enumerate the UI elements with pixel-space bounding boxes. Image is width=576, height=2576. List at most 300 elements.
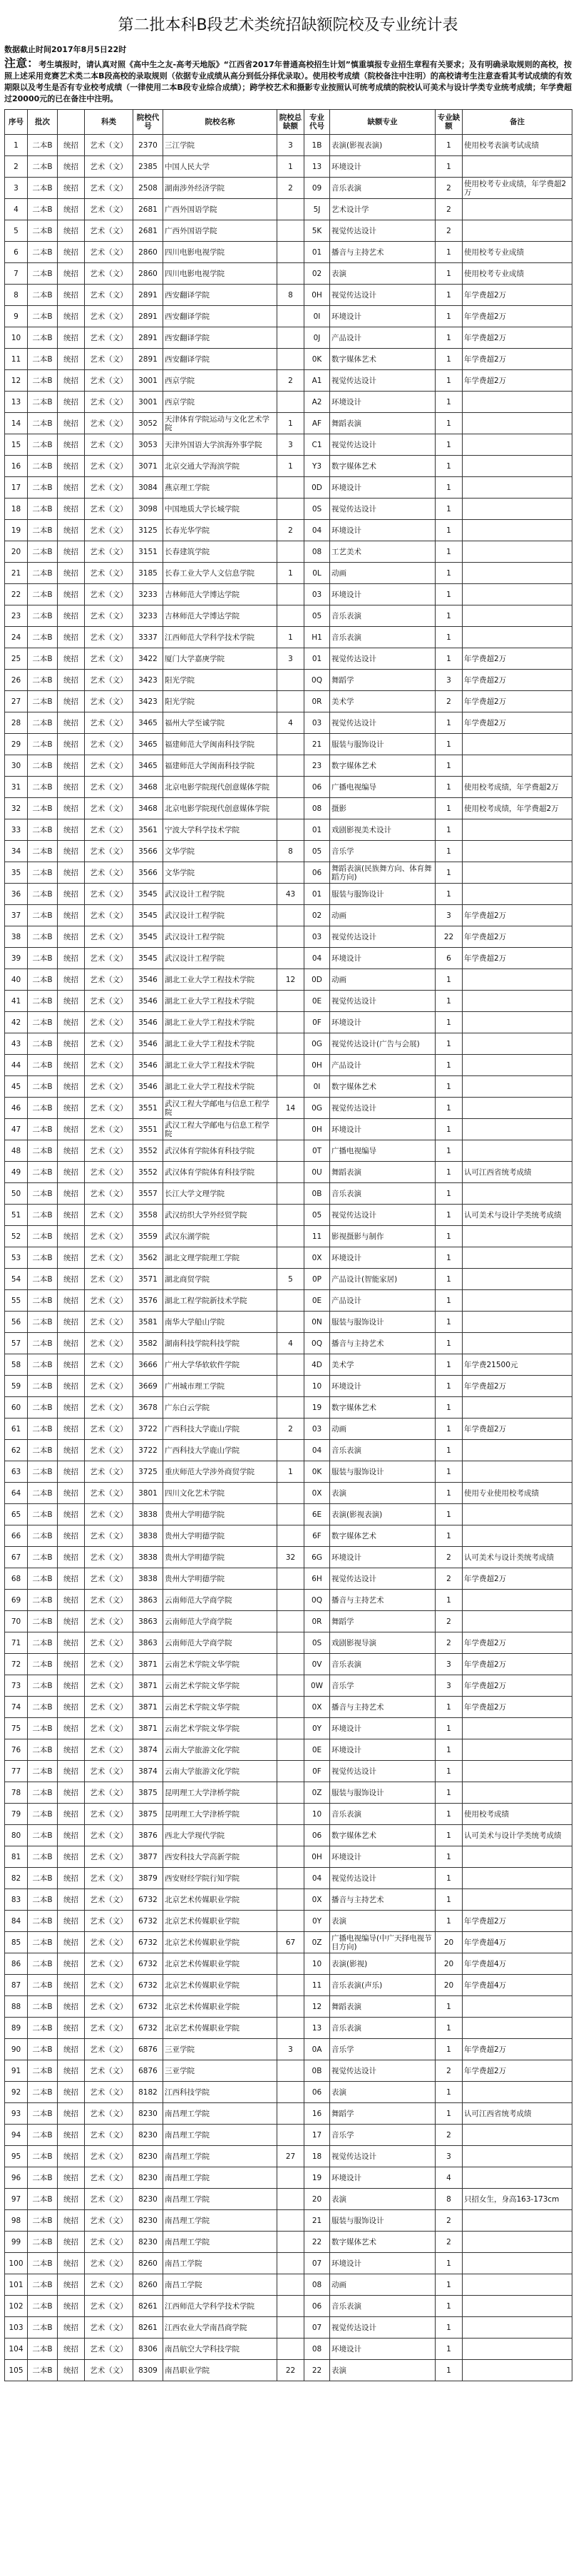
row-category: 艺术（文） bbox=[85, 1312, 133, 1333]
table-row bbox=[5, 1804, 572, 1825]
row-major-name: 音乐表演 bbox=[330, 1440, 436, 1461]
row-type: 统招 bbox=[58, 1247, 85, 1269]
row-major-code: 0T bbox=[304, 1140, 330, 1162]
row-school-code: 6732 bbox=[133, 1975, 163, 1996]
table-row bbox=[5, 327, 572, 349]
row-remark: 年学费超2万 bbox=[463, 1654, 572, 1675]
row-school-vacancy: 2 bbox=[277, 1419, 304, 1440]
row-school-name: 江西科技学院 bbox=[163, 2082, 277, 2103]
row-major-code: 0X bbox=[304, 1697, 330, 1718]
table-row bbox=[5, 2060, 572, 2082]
row-type: 统招 bbox=[58, 841, 85, 862]
row-major-name: 视觉传达设计 bbox=[330, 370, 436, 392]
row-school-name: 西安财经学院行知学院 bbox=[163, 1868, 277, 1889]
row-remark bbox=[463, 2339, 572, 2360]
row-index: 39 bbox=[5, 948, 28, 969]
row-type: 统招 bbox=[58, 734, 85, 755]
row-school-name: 湖北文理学院理工学院 bbox=[163, 1247, 277, 1269]
row-category: 艺术（文） bbox=[85, 670, 133, 691]
row-major-vacancy: 1 bbox=[436, 1376, 463, 1397]
row-school-vacancy bbox=[277, 1033, 304, 1055]
row-category: 艺术（文） bbox=[85, 499, 133, 520]
row-school-code: 3576 bbox=[133, 1290, 163, 1312]
row-major-code: 0D bbox=[304, 477, 330, 499]
row-index: 20 bbox=[5, 541, 28, 563]
row-school-name: 南昌理工学院 bbox=[163, 2103, 277, 2125]
row-school-code: 3545 bbox=[133, 905, 163, 926]
row-school-code: 3546 bbox=[133, 969, 163, 991]
row-category: 艺术（文） bbox=[85, 2167, 133, 2189]
table-row bbox=[5, 178, 572, 199]
row-school-code: 3465 bbox=[133, 755, 163, 777]
row-major-name: 音乐表演 bbox=[330, 1654, 436, 1675]
row-major-vacancy: 1 bbox=[436, 1739, 463, 1761]
row-type: 统招 bbox=[58, 1119, 85, 1140]
row-remark bbox=[463, 1333, 572, 1354]
row-type: 统招 bbox=[58, 712, 85, 734]
row-type: 统招 bbox=[58, 2082, 85, 2103]
row-major-name: 美术学 bbox=[330, 1354, 436, 1376]
row-type: 统招 bbox=[58, 605, 85, 627]
row-school-code: 6876 bbox=[133, 2039, 163, 2060]
row-batch: 二本B bbox=[28, 1868, 58, 1889]
row-batch: 二本B bbox=[28, 712, 58, 734]
row-major-vacancy: 1 bbox=[436, 2018, 463, 2039]
row-category: 艺术（文） bbox=[85, 1846, 133, 1868]
row-remark: 使用专业使用校考成绩 bbox=[463, 1483, 572, 1504]
row-remark bbox=[463, 755, 572, 777]
row-major-vacancy: 1 bbox=[436, 841, 463, 862]
row-school-code: 3875 bbox=[133, 1804, 163, 1825]
row-school-code: 8230 bbox=[133, 2189, 163, 2210]
row-major-name: 服装与服饰设计 bbox=[330, 884, 436, 905]
row-remark: 使用校考成绩，年学费超2万 bbox=[463, 798, 572, 819]
row-major-vacancy: 1 bbox=[436, 1761, 463, 1782]
row-major-vacancy: 1 bbox=[436, 1846, 463, 1868]
row-major-code: 07 bbox=[304, 2317, 330, 2339]
row-school-code: 3468 bbox=[133, 777, 163, 798]
row-remark bbox=[463, 1504, 572, 1525]
row-major-name: 舞蹈学 bbox=[330, 1611, 436, 1632]
row-school-name: 广州城市理工学院 bbox=[163, 1376, 277, 1397]
row-major-name: 视觉传达设计 bbox=[330, 285, 436, 306]
row-school-name: 江西师范大学科学技术学院 bbox=[163, 2296, 277, 2317]
row-type: 统招 bbox=[58, 1739, 85, 1761]
row-major-code: 0R bbox=[304, 691, 330, 712]
row-batch: 二本B bbox=[28, 413, 58, 434]
row-category: 艺术（文） bbox=[85, 2210, 133, 2232]
row-major-code: 06 bbox=[304, 862, 330, 884]
row-school-vacancy: 2 bbox=[277, 520, 304, 541]
table-row bbox=[5, 2210, 572, 2232]
row-index: 58 bbox=[5, 1354, 28, 1376]
row-school-code: 3838 bbox=[133, 1547, 163, 1568]
row-school-code: 3871 bbox=[133, 1654, 163, 1675]
row-index: 24 bbox=[5, 627, 28, 648]
row-major-vacancy: 1 bbox=[436, 1033, 463, 1055]
row-index: 16 bbox=[5, 456, 28, 477]
row-major-code: 03 bbox=[304, 712, 330, 734]
row-remark bbox=[463, 1739, 572, 1761]
row-type: 统招 bbox=[58, 1333, 85, 1354]
row-school-name: 燕京理工学院 bbox=[163, 477, 277, 499]
row-school-code: 2385 bbox=[133, 156, 163, 178]
row-remark: 使用校考专业成绩 bbox=[463, 242, 572, 263]
row-remark bbox=[463, 1846, 572, 1868]
table-row bbox=[5, 926, 572, 948]
table-row bbox=[5, 627, 572, 648]
row-major-name: 环境设计 bbox=[330, 156, 436, 178]
row-major-code: 16 bbox=[304, 2103, 330, 2125]
row-school-name: 昆明理工大学津桥学院 bbox=[163, 1804, 277, 1825]
row-school-code: 3552 bbox=[133, 1140, 163, 1162]
row-major-code: 0K bbox=[304, 349, 330, 370]
row-type: 统招 bbox=[58, 991, 85, 1012]
row-school-vacancy bbox=[277, 1868, 304, 1889]
row-major-code: 0H bbox=[304, 285, 330, 306]
row-category: 艺术（文） bbox=[85, 434, 133, 456]
row-major-vacancy: 2 bbox=[436, 1547, 463, 1568]
row-batch: 二本B bbox=[28, 948, 58, 969]
row-type: 统招 bbox=[58, 926, 85, 948]
row-school-code: 8230 bbox=[133, 2103, 163, 2125]
row-remark bbox=[463, 2253, 572, 2274]
row-school-vacancy bbox=[277, 926, 304, 948]
row-category: 艺术（文） bbox=[85, 2296, 133, 2317]
row-school-name: 贵州大学明德学院 bbox=[163, 1547, 277, 1568]
row-remark bbox=[463, 520, 572, 541]
row-school-name: 三亚学院 bbox=[163, 2060, 277, 2082]
col-header: 备注 bbox=[463, 110, 572, 135]
row-major-vacancy: 1 bbox=[436, 413, 463, 434]
row-index: 79 bbox=[5, 1804, 28, 1825]
row-school-name: 贵州大学明德学院 bbox=[163, 1568, 277, 1590]
row-category: 艺术（文） bbox=[85, 285, 133, 306]
row-major-vacancy: 1 bbox=[436, 1012, 463, 1033]
row-school-code: 8230 bbox=[133, 2232, 163, 2253]
row-batch: 二本B bbox=[28, 2167, 58, 2189]
row-category: 艺术（文） bbox=[85, 2018, 133, 2039]
table-row bbox=[5, 2125, 572, 2146]
row-type: 统招 bbox=[58, 2232, 85, 2253]
row-school-code: 3559 bbox=[133, 1226, 163, 1247]
row-remark bbox=[463, 991, 572, 1012]
row-major-code: 18 bbox=[304, 2146, 330, 2167]
row-major-name: 视觉传达设计 bbox=[330, 2146, 436, 2167]
row-major-vacancy: 1 bbox=[436, 969, 463, 991]
row-category: 艺术（文） bbox=[85, 1868, 133, 1889]
row-school-vacancy bbox=[277, 242, 304, 263]
row-school-vacancy bbox=[277, 1761, 304, 1782]
row-major-name: 环境设计 bbox=[330, 1247, 436, 1269]
row-school-code: 3874 bbox=[133, 1739, 163, 1761]
row-school-name: 云南艺术学院文华学院 bbox=[163, 1654, 277, 1675]
row-category: 艺术（文） bbox=[85, 1247, 133, 1269]
table-row bbox=[5, 1076, 572, 1098]
row-batch: 二本B bbox=[28, 1996, 58, 2018]
row-batch: 二本B bbox=[28, 135, 58, 156]
row-school-code: 3582 bbox=[133, 1333, 163, 1354]
row-batch: 二本B bbox=[28, 2103, 58, 2125]
row-index: 101 bbox=[5, 2274, 28, 2296]
row-batch: 二本B bbox=[28, 1632, 58, 1654]
row-remark: 年学费超2万 bbox=[463, 1911, 572, 1932]
row-major-code: Y3 bbox=[304, 456, 330, 477]
row-batch: 二本B bbox=[28, 1761, 58, 1782]
row-major-code: 0I bbox=[304, 1076, 330, 1098]
row-index: 9 bbox=[5, 306, 28, 327]
row-major-code: A2 bbox=[304, 392, 330, 413]
row-type: 统招 bbox=[58, 370, 85, 392]
row-remark bbox=[463, 1269, 572, 1290]
table-row bbox=[5, 1868, 572, 1889]
row-school-code: 3084 bbox=[133, 477, 163, 499]
row-major-code: 19 bbox=[304, 1397, 330, 1419]
row-category: 艺术（文） bbox=[85, 991, 133, 1012]
row-major-name: 艺术设计学 bbox=[330, 199, 436, 220]
row-index: 92 bbox=[5, 2082, 28, 2103]
row-major-name: 音乐表演 bbox=[330, 1183, 436, 1205]
row-major-name: 环境设计 bbox=[330, 392, 436, 413]
table-row bbox=[5, 841, 572, 862]
row-major-vacancy: 1 bbox=[436, 1996, 463, 2018]
row-type: 统招 bbox=[58, 2253, 85, 2274]
table-row bbox=[5, 991, 572, 1012]
row-school-code: 8230 bbox=[133, 2146, 163, 2167]
row-major-vacancy: 1 bbox=[436, 1825, 463, 1846]
row-type: 统招 bbox=[58, 349, 85, 370]
row-category: 艺术（文） bbox=[85, 1226, 133, 1247]
row-school-vacancy bbox=[277, 220, 304, 242]
row-category: 艺术（文） bbox=[85, 1932, 133, 1953]
row-major-code: C1 bbox=[304, 434, 330, 456]
row-major-code: 12 bbox=[304, 1996, 330, 2018]
row-major-code: 20 bbox=[304, 2189, 330, 2210]
row-batch: 二本B bbox=[28, 1055, 58, 1076]
row-index: 86 bbox=[5, 1953, 28, 1975]
row-remark bbox=[463, 1397, 572, 1419]
row-type: 统招 bbox=[58, 1611, 85, 1632]
row-index: 21 bbox=[5, 563, 28, 584]
row-school-name: 武汉设计工程学院 bbox=[163, 948, 277, 969]
table-row bbox=[5, 1911, 572, 1932]
col-header: 院校名称 bbox=[163, 110, 277, 135]
row-school-code: 2681 bbox=[133, 199, 163, 220]
row-remark bbox=[463, 1247, 572, 1269]
row-school-vacancy bbox=[277, 2189, 304, 2210]
row-index: 97 bbox=[5, 2189, 28, 2210]
row-school-name: 西京学院 bbox=[163, 392, 277, 413]
row-category: 艺术（文） bbox=[85, 1290, 133, 1312]
row-school-code: 3875 bbox=[133, 1782, 163, 1804]
row-batch: 二本B bbox=[28, 2189, 58, 2210]
row-school-vacancy bbox=[277, 1675, 304, 1697]
row-category: 艺术（文） bbox=[85, 712, 133, 734]
table-row bbox=[5, 2232, 572, 2253]
row-batch: 二本B bbox=[28, 220, 58, 242]
row-school-name: 福州大学至诚学院 bbox=[163, 712, 277, 734]
table-row bbox=[5, 1761, 572, 1782]
row-index: 23 bbox=[5, 605, 28, 627]
row-school-code: 8230 bbox=[133, 2167, 163, 2189]
row-school-vacancy: 22 bbox=[277, 2360, 304, 2381]
table-row bbox=[5, 1590, 572, 1611]
row-major-code: 05 bbox=[304, 841, 330, 862]
row-index: 91 bbox=[5, 2060, 28, 2082]
row-index: 82 bbox=[5, 1868, 28, 1889]
row-school-code: 6732 bbox=[133, 1953, 163, 1975]
row-school-name: 湖北商贸学院 bbox=[163, 1269, 277, 1290]
row-school-code: 6732 bbox=[133, 1889, 163, 1911]
row-index: 67 bbox=[5, 1547, 28, 1568]
row-major-name: 环境设计 bbox=[330, 2339, 436, 2360]
row-remark bbox=[463, 1590, 572, 1611]
row-category: 艺术（文） bbox=[85, 2360, 133, 2381]
row-major-code: 0D bbox=[304, 969, 330, 991]
row-school-vacancy bbox=[277, 734, 304, 755]
row-batch: 二本B bbox=[28, 884, 58, 905]
row-category: 艺术（文） bbox=[85, 456, 133, 477]
row-index: 60 bbox=[5, 1397, 28, 1419]
row-major-code: 0X bbox=[304, 1483, 330, 1504]
row-index: 13 bbox=[5, 392, 28, 413]
row-school-name: 西安科技大学高新学院 bbox=[163, 1846, 277, 1868]
row-type: 统招 bbox=[58, 1718, 85, 1739]
row-remark bbox=[463, 456, 572, 477]
row-remark bbox=[463, 1996, 572, 2018]
row-type: 统招 bbox=[58, 1290, 85, 1312]
row-school-code: 3546 bbox=[133, 991, 163, 1012]
row-type: 统招 bbox=[58, 2167, 85, 2189]
row-index: 105 bbox=[5, 2360, 28, 2381]
row-type: 统招 bbox=[58, 1140, 85, 1162]
row-major-code: 04 bbox=[304, 1440, 330, 1461]
row-batch: 二本B bbox=[28, 605, 58, 627]
row-category: 艺术（文） bbox=[85, 1697, 133, 1718]
row-major-code: H1 bbox=[304, 627, 330, 648]
row-major-code: 0V bbox=[304, 1654, 330, 1675]
table-row bbox=[5, 584, 572, 605]
row-major-code: 6F bbox=[304, 1525, 330, 1547]
row-school-name: 湖北工程学院新技术学院 bbox=[163, 1290, 277, 1312]
row-index: 95 bbox=[5, 2146, 28, 2167]
row-category: 艺术（文） bbox=[85, 2103, 133, 2125]
row-index: 38 bbox=[5, 926, 28, 948]
row-major-code: 0E bbox=[304, 1739, 330, 1761]
row-remark: 年学费超2万 bbox=[463, 285, 572, 306]
row-school-vacancy bbox=[277, 1205, 304, 1226]
row-major-vacancy: 1 bbox=[436, 1697, 463, 1718]
row-school-name: 湖北工业大学工程技术学院 bbox=[163, 1055, 277, 1076]
row-batch: 二本B bbox=[28, 969, 58, 991]
table-row bbox=[5, 1739, 572, 1761]
row-type: 统招 bbox=[58, 434, 85, 456]
row-major-vacancy: 22 bbox=[436, 926, 463, 948]
row-index: 8 bbox=[5, 285, 28, 306]
row-major-name: 数字媒体艺术 bbox=[330, 1397, 436, 1419]
row-batch: 二本B bbox=[28, 370, 58, 392]
row-school-vacancy bbox=[277, 1804, 304, 1825]
row-school-name: 中国人民大学 bbox=[163, 156, 277, 178]
row-major-name: 音乐表演 bbox=[330, 178, 436, 199]
row-school-code: 8261 bbox=[133, 2317, 163, 2339]
row-major-code: 13 bbox=[304, 156, 330, 178]
row-school-vacancy bbox=[277, 691, 304, 712]
table-row bbox=[5, 434, 572, 456]
row-school-code: 3125 bbox=[133, 520, 163, 541]
row-school-name: 广州大学华软软件学院 bbox=[163, 1354, 277, 1376]
row-major-vacancy: 1 bbox=[436, 1590, 463, 1611]
row-major-name: 音乐表演 bbox=[330, 1804, 436, 1825]
row-major-vacancy: 1 bbox=[436, 1868, 463, 1889]
row-batch: 二本B bbox=[28, 1654, 58, 1675]
row-major-name: 视觉传达设计(广告与会展) bbox=[330, 1033, 436, 1055]
row-major-name: 音乐表演 bbox=[330, 2018, 436, 2039]
row-category: 艺术（文） bbox=[85, 242, 133, 263]
row-school-code: 6876 bbox=[133, 2060, 163, 2082]
row-major-vacancy: 1 bbox=[436, 456, 463, 477]
row-index: 52 bbox=[5, 1226, 28, 1247]
row-major-name: 播音与主持艺术 bbox=[330, 242, 436, 263]
row-batch: 二本B bbox=[28, 306, 58, 327]
row-batch: 二本B bbox=[28, 755, 58, 777]
table-row bbox=[5, 1953, 572, 1975]
row-major-name: 环境设计 bbox=[330, 1119, 436, 1140]
row-remark: 年学费超2万 bbox=[463, 2039, 572, 2060]
row-type: 统招 bbox=[58, 477, 85, 499]
row-major-vacancy: 1 bbox=[436, 1055, 463, 1076]
table-row bbox=[5, 862, 572, 884]
row-remark bbox=[463, 734, 572, 755]
row-major-code: 21 bbox=[304, 734, 330, 755]
table-row bbox=[5, 1547, 572, 1568]
row-index: 53 bbox=[5, 1247, 28, 1269]
table-row bbox=[5, 1055, 572, 1076]
row-category: 艺术（文） bbox=[85, 1140, 133, 1162]
row-school-vacancy: 8 bbox=[277, 841, 304, 862]
row-major-name: 数字媒体艺术 bbox=[330, 1076, 436, 1098]
row-major-vacancy: 1 bbox=[436, 499, 463, 520]
row-school-code: 8261 bbox=[133, 2296, 163, 2317]
table-row bbox=[5, 1397, 572, 1419]
row-school-code: 3465 bbox=[133, 734, 163, 755]
row-school-code: 2891 bbox=[133, 349, 163, 370]
row-school-vacancy bbox=[277, 1183, 304, 1205]
row-remark: 只招女生，身高163-173cm bbox=[463, 2189, 572, 2210]
row-major-vacancy: 1 bbox=[436, 1419, 463, 1440]
row-major-vacancy: 1 bbox=[436, 306, 463, 327]
row-school-vacancy bbox=[277, 1782, 304, 1804]
row-category: 艺术（文） bbox=[85, 477, 133, 499]
row-major-vacancy: 1 bbox=[436, 2082, 463, 2103]
row-type: 统招 bbox=[58, 1205, 85, 1226]
row-school-name: 南昌工学院 bbox=[163, 2253, 277, 2274]
row-school-code: 3562 bbox=[133, 1247, 163, 1269]
row-major-code: 02 bbox=[304, 905, 330, 926]
row-school-code: 3669 bbox=[133, 1376, 163, 1397]
row-type: 统招 bbox=[58, 1590, 85, 1611]
row-batch: 二本B bbox=[28, 1162, 58, 1183]
row-category: 艺术（文） bbox=[85, 220, 133, 242]
row-remark: 认可美术与设计学类统考成绩 bbox=[463, 1205, 572, 1226]
row-type: 统招 bbox=[58, 135, 85, 156]
table-row bbox=[5, 1932, 572, 1953]
table-row bbox=[5, 1461, 572, 1483]
row-index: 61 bbox=[5, 1419, 28, 1440]
table-row bbox=[5, 392, 572, 413]
row-major-name: 视觉传达设计 bbox=[330, 1761, 436, 1782]
row-school-name: 湖北工业大学工程技术学院 bbox=[163, 1076, 277, 1098]
